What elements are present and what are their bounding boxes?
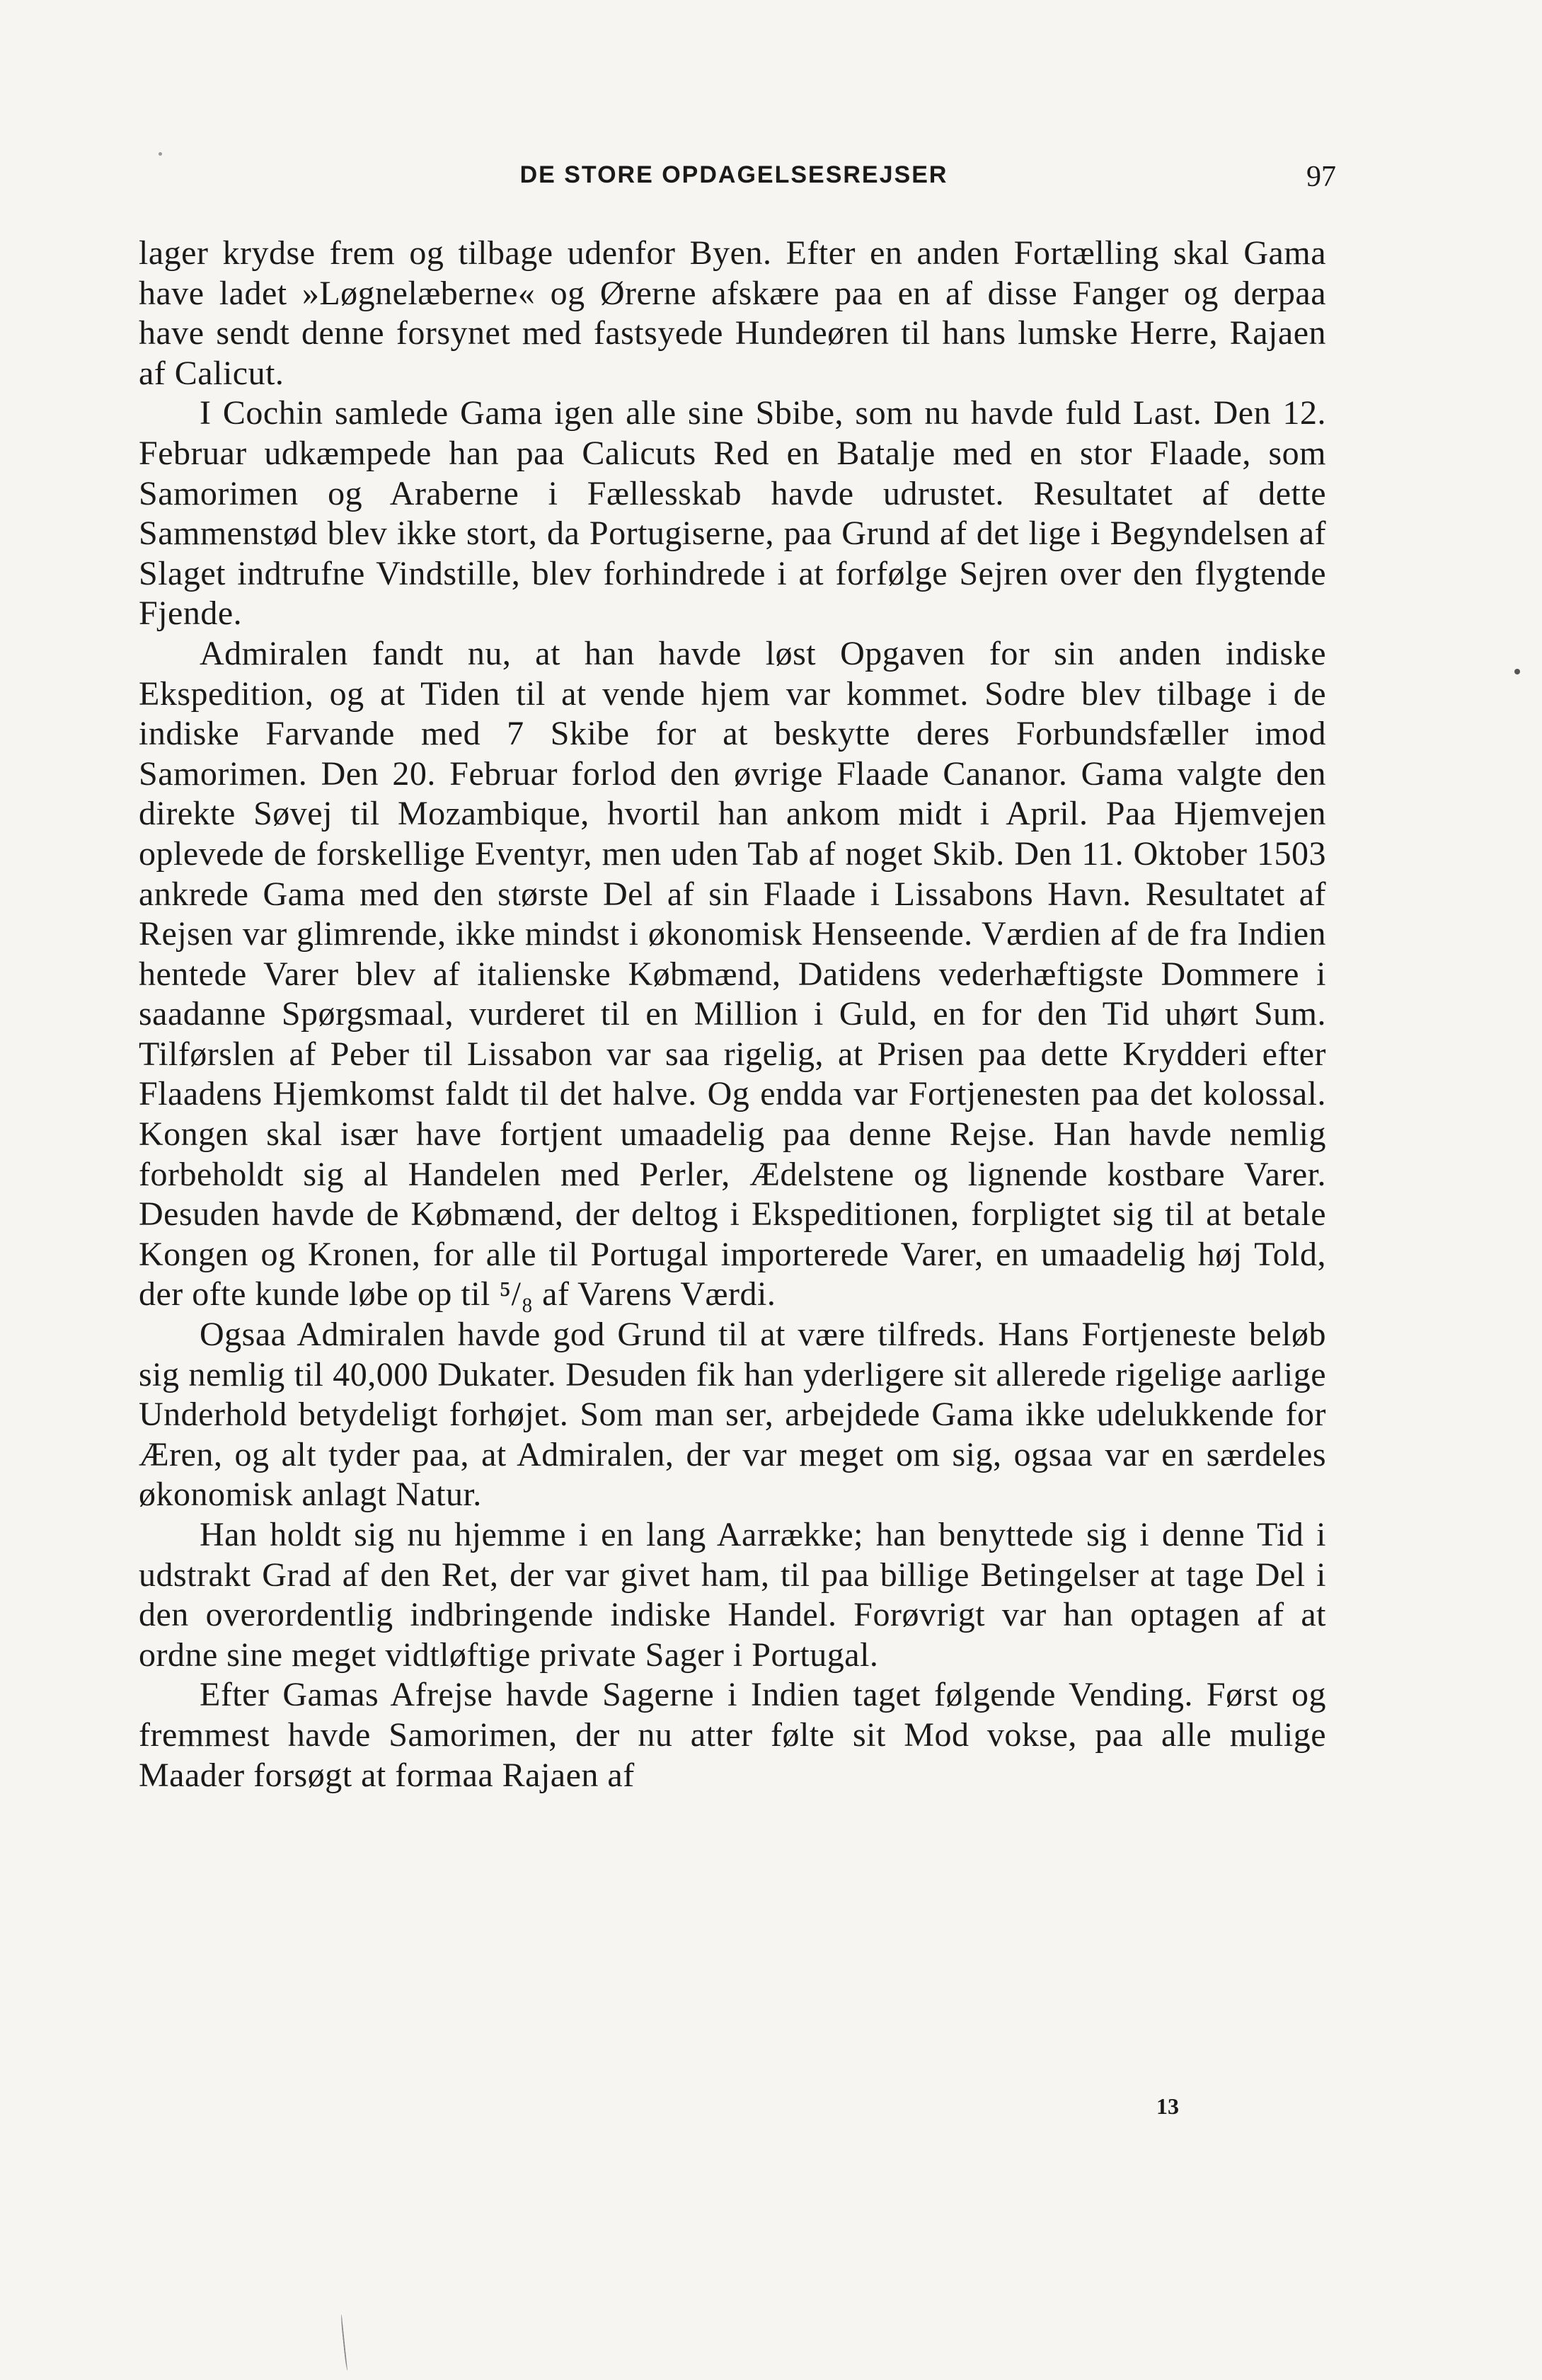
page-number: 97 xyxy=(1306,161,1336,193)
paragraph-cochin: I Cochin samlede Gama igen alle sine Sbibe, som nu havde fuld Last. Den 12. Februar udkæmpede han paa Calicuts Red en Batalje med en stor Flaade, som Samorimen og Araberne i Fællesskab havde udrustet. Resultatet af dette Sammenstød blev ikke stort, da Portugiserne, paa Grund af det lige i Begyndelsen af Slaget indtrufne Vindstille, blev forhindrede i at forfølge Sejren over den flygtende Fjende. xyxy=(139,394,1326,633)
paragraph-return: Admiralen fandt nu, at han havde løst Opgaven for sin anden indiske Ekspedition, og at Tiden til at vende hjem var kommet. Sodre blev tilbage i de indiske Farvande med 7 Skibe for at beskytte deres Forbundsfæller imod Samorimen. Den 20. Februar forlod den øvrige Flaade Cananor. Gama valgte den direkte Søvej til Mozambique, hvortil han ankom midt i April. Paa Hjemvejen oplevede de forskellige Eventyr, men uden Tab af noget Skib. Den 11. Oktober 1503 ankrede Gama med den største Del af sin Flaade i Lissabons Havn. Resultatet af Rejsen var glimrende, ikke mindst i økonomisk Henseende. Værdien af de fra Indien hentede Varer blev af italienske Købmænd, Datidens vederhæftigste Dommere i saadanne Spørgsmaal, vurderet til en Million i Guld, en for den Tid uhørt Sum. Tilførslen af Peber til Lissabon var saa rigelig, at Prisen paa dette Krydderi efter Flaadens Hjemkomst faldt til det halve. Og endda var Fortjenesten paa det kolossal. Kongen skal især have fortjent umaadelig paa denne Rejse. Han havde nemlig forbeholdt sig al Handelen med Perler, Ædelstene og lignende kostbare Varer. Desuden havde de Købmænd, der deltog i Ekspeditionen, forpligtet sig til at betale Kongen og Kronen, for alle til Portugal importerede Varer, en umaadelig høj Told, der ofte kunde løbe op til ⁵/₈ af Varens Værdi. xyxy=(139,634,1326,1313)
paragraph-departure: Efter Gamas Afrejse havde Sagerne i Indien taget følgende Vending. Først og fremmest havde Samorimen, der nu atter følte sit Mod vokse, paa alle mulige Maader forsøgt at formaa Rajaen af xyxy=(139,1676,1326,1794)
running-title: DE STORE OPDAGELSESREJSER xyxy=(519,161,948,188)
body-text xyxy=(139,234,1326,1795)
running-head xyxy=(132,161,1336,204)
ink-speck xyxy=(159,152,162,156)
margin-dot xyxy=(1514,669,1520,674)
margin-pencil-mark xyxy=(340,2314,350,2371)
signature-mark: 13 xyxy=(1156,2093,1179,2119)
paragraph-home: Han holdt sig nu hjemme i en lang Aarrække; han benyttede sig i denne Tid i udstrakt Grad af den Ret, der var givet ham, til paa billige Betingelser at tage Del i den overordentlig indbringende indiske Handel. Forøvrigt var han optagen af at ordne sine meget vidtløftige private Sager i Portugal. xyxy=(139,1516,1326,1674)
paragraph-admiral: Ogsaa Admiralen havde god Grund til at være tilfreds. Hans Fortjeneste beløb sig nemlig til 40,000 Dukater. Desuden fik han yderligere sit allerede rigelige aarlige Underhold betydeligt forhøjet. Som man ser, arbejdede Gama ikke udelukkende for Æren, og alt tyder paa, at Admiralen, der var meget om sig, ogsaa var en særdeles økonomisk anlagt Natur. xyxy=(139,1316,1326,1514)
paragraph-continued: lager krydse frem og tilbage udenfor Byen. Efter en anden Fortælling skal Gama have ladet »Løgnelæberne« og Ørerne afskære paa en af disse Fanger og derpaa have sendt denne forsynet med fastsyede Hundeøren til hans lumske Herre, Rajaen af Calicut. xyxy=(139,234,1326,392)
